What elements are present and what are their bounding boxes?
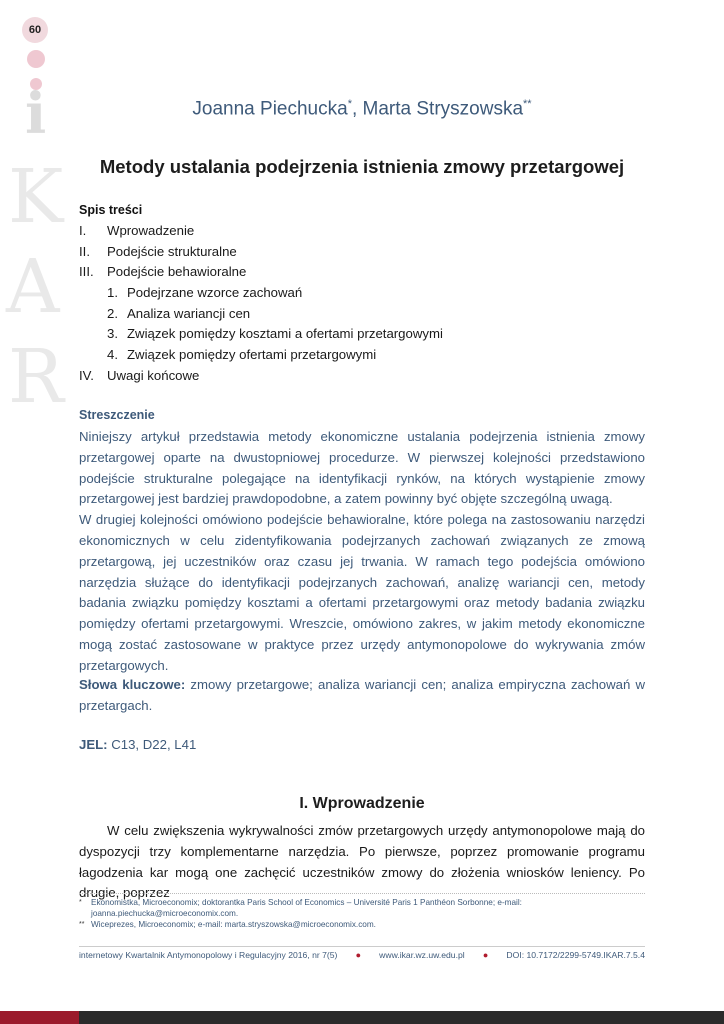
toc-heading: Spis treści: [79, 203, 143, 217]
toc-subitem: [79, 324, 645, 345]
authors-line: [79, 98, 645, 120]
keywords-label: Słowa kluczowe:: [79, 677, 186, 692]
footnote-mark-1[interactable]: *: [347, 98, 352, 110]
toc-item-number: I.: [79, 223, 87, 238]
decorative-dot: [27, 50, 45, 68]
footnote-divider: [79, 893, 645, 894]
page-number: 60: [22, 17, 48, 43]
bottom-bar: [0, 1011, 724, 1024]
toc-subitem-number: 1.: [107, 285, 118, 301]
journal-logo-letter-k: K: [8, 154, 64, 240]
abstract-heading: Streszczenie: [79, 408, 155, 422]
bullet-icon: ●: [482, 950, 489, 960]
author-separator: ,: [351, 98, 363, 120]
footnote-text: Wiceprezes, Microeconomix; e-mail: marta.stryszowska@microeconomix.com.: [91, 920, 376, 929]
bottom-bar-accent: [0, 1011, 79, 1024]
toc-subitem: [79, 345, 645, 366]
toc-item: [79, 242, 645, 263]
toc-subitem-label: Związek pomiędzy kosztami a ofertami przetargowymi: [127, 326, 443, 342]
toc-subitem: [79, 283, 645, 304]
doi-link[interactable]: DOI: 10.7172/2299-5749.IKAR.7.5.4: [506, 950, 645, 960]
footnote-mark-2[interactable]: **: [523, 98, 532, 110]
journal-logo-letter-r: R: [8, 334, 64, 420]
footer-divider: [79, 946, 645, 947]
toc-item-label: Uwagi końcowe: [107, 367, 200, 383]
footnote: [79, 919, 645, 930]
journal-url-link[interactable]: www.ikar.wz.uw.edu.pl: [379, 950, 465, 960]
toc-subitem-label: Podejrzane wzorce zachowań: [127, 285, 303, 301]
toc-item-number: IV.: [79, 367, 94, 383]
table-of-contents: [79, 221, 645, 387]
author-2: Marta Stryszowska: [362, 98, 524, 120]
toc-item-number: III.: [79, 264, 94, 280]
jel-text: C13, D22, L41: [107, 737, 197, 752]
footnote-mark: **: [79, 921, 85, 928]
body-paragraph: W celu zwiększenia wykrywalności zmów przetargowych urzędy antymonopolowe mają do dyspozycji trzy komplementarne narzędzia. Po pierwsze, poprzez promowanie programu łagodzenia kar mogą one zachęcić uczestników zmowy do złożenia wniosków leniency. Po drugie, poprzez: [79, 823, 645, 901]
article-title: Metody ustalania podejrzenia istnienia zmowy przetargowej: [99, 156, 625, 177]
section-heading: I. Wprowadzenie: [299, 795, 425, 812]
abstract: [79, 427, 645, 677]
jel-codes: [79, 737, 645, 752]
toc-item-number: II.: [79, 243, 90, 259]
journal-logo-letter-i: i: [25, 81, 47, 147]
toc-subitem: [79, 304, 645, 325]
journal-name: internetowy Kwartalnik Antymonopolowy i Regulacyjny 2016, nr 7(5): [79, 950, 338, 960]
page-footer: [79, 950, 645, 960]
journal-logo-letter-a: A: [6, 244, 60, 330]
abstract-paragraph-2: W drugiej kolejności omówiono podejście behawioralne, które polega na zastosowaniu narzędzi ekonomicznych w celu zidentyfikowania podejrzanych zachowań związanych ze zmową przetargową, jej uczestników oraz czasu jej trwania. W ramach tego podejścia omówiono narzędzia służące do identyfikacji podejrzanych zachowań, analizę wariancji cen, metody badania związku pomiędzy kosztami a ofertami przetargowymi oraz metody badania związku pomiędzy ofertami przetargowymi. Wreszcie, omówiono zakres, w jakim metody ekonomiczne mogą zostać zastosowane w praktyce przez urzędy antymonopolowe do wykrywania zmów przetargowych.: [79, 512, 645, 673]
toc-subitem-number: 2.: [107, 305, 118, 321]
body-text: [79, 821, 645, 904]
toc-item-label: Wprowadzenie: [107, 223, 195, 238]
toc-item: [79, 262, 645, 283]
footnote-mark: *: [79, 899, 82, 906]
footnote: [79, 897, 645, 919]
keywords-text: zmowy przetargowe; analiza wariancji cen; analiza empiryczna zachowań w przetargach.: [79, 677, 645, 713]
toc-item: [79, 366, 645, 387]
toc-subitem-number: 4.: [107, 347, 118, 363]
toc-item: [79, 221, 645, 242]
keywords: [79, 675, 645, 717]
toc-subitem-label: Związek pomiędzy ofertami przetargowymi: [127, 347, 377, 363]
footnote-text: Ekonomistka, Microeconomix; doktorantka Paris School of Economics – Université Paris 1 Panthéon Sorbonne; e-mail: joanna.piechucka@microeconomix.com.: [91, 898, 522, 918]
abstract-paragraph-1: Niniejszy artykuł przedstawia metody ekonomiczne ustalania podejrzenia istnienia zmowy przetargowej oparte na dwustopniowej procedurze. W pierwszej kolejności przedstawiono podejście strukturalne polegające na identyfikacji rynków, na których wystąpienie zmowy przetargowej jest bardziej prawdopodobne, a zatem powinny być objęte szczególną uwagą.: [79, 429, 645, 507]
footnotes: [79, 897, 645, 930]
toc-item-label: Podejście strukturalne: [107, 243, 237, 259]
jel-label: JEL:: [79, 737, 108, 752]
bullet-icon: ●: [355, 950, 362, 960]
toc-subitem-number: 3.: [107, 326, 118, 342]
author-1: Joanna Piechucka: [192, 98, 348, 120]
toc-item-label: Podejście behawioralne: [107, 264, 247, 280]
toc-subitem-label: Analiza wariancji cen: [127, 305, 251, 321]
